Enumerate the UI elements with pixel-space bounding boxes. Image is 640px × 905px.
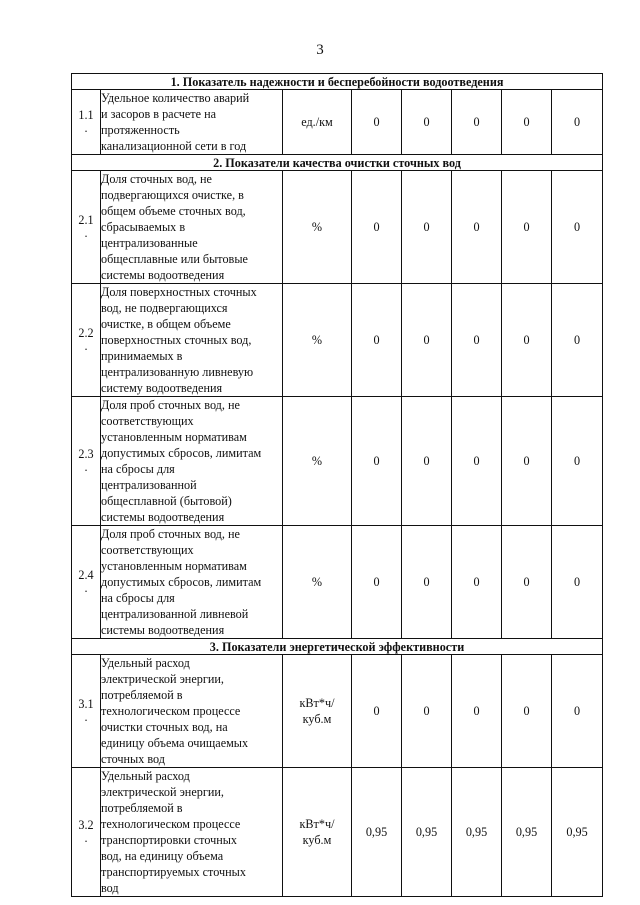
description-line: на сбросы для	[101, 462, 175, 476]
value-cell: 0,95	[552, 768, 603, 897]
section-header-row	[72, 639, 603, 655]
description-line: Удельное количество аварий	[101, 91, 250, 105]
description-line: Удельный расход	[101, 769, 190, 783]
row-number-cell	[72, 171, 101, 284]
description-line: допустимых сбросов, лимитам	[101, 575, 262, 589]
value-cell: 0	[452, 90, 502, 155]
description-line: установленным нормативам	[101, 559, 247, 573]
description-line: общесплавной (бытовой)	[101, 494, 232, 508]
indicator-description	[101, 284, 283, 397]
value-cell: 0	[402, 526, 452, 639]
row-number: 2.2	[78, 326, 94, 340]
description-line: централизованную ливневую	[101, 365, 254, 379]
row-number-dot: .	[84, 121, 88, 135]
row-number-dot: .	[84, 460, 88, 474]
value-cell: 0	[352, 655, 402, 768]
table-row	[72, 526, 603, 639]
row-number-cell	[72, 284, 101, 397]
table-row	[72, 171, 603, 284]
value-cell: 0	[402, 90, 452, 155]
description-line: систему водоотведения	[101, 381, 223, 395]
description-line: централизованные	[101, 236, 198, 250]
value-cell: 0	[502, 397, 552, 526]
row-number-dot: .	[84, 226, 88, 240]
unit-cell	[283, 171, 352, 284]
value-cell: 0	[352, 171, 402, 284]
unit-text: куб.м	[302, 833, 332, 847]
description-line: единицу объема очищаемых	[101, 736, 249, 750]
description-line: принимаемых в	[101, 349, 183, 363]
value-cell: 0,95	[502, 768, 552, 897]
value-cell: 0	[502, 284, 552, 397]
description-line: системы водоотведения	[101, 510, 225, 524]
table-row	[72, 397, 603, 526]
value-cell: 0	[502, 90, 552, 155]
description-line: сточных вод	[101, 752, 165, 766]
description-line: сбрасываемых в	[101, 220, 186, 234]
description-line: допустимых сбросов, лимитам	[101, 446, 262, 460]
description-line: общесплавные или бытовые	[101, 252, 248, 266]
description-line: Доля сточных вод, не	[101, 172, 212, 186]
unit-cell	[283, 655, 352, 768]
row-number: 3.2	[78, 818, 94, 832]
description-line: очистки сточных вод, на	[101, 720, 228, 734]
indicator-description	[101, 397, 283, 526]
unit-text: кВт*ч/	[299, 817, 335, 831]
value-cell: 0	[552, 397, 603, 526]
row-number: 2.1	[78, 213, 94, 227]
unit-text: кВт*ч/	[299, 696, 335, 710]
description-line: технологическом процессе	[101, 817, 241, 831]
description-line: вод	[101, 881, 119, 895]
row-number-dot: .	[84, 581, 88, 595]
row-number-cell	[72, 768, 101, 897]
row-number-cell	[72, 526, 101, 639]
unit-text: %	[311, 333, 323, 347]
description-line: централизованной	[101, 478, 197, 492]
value-cell: 0	[452, 284, 502, 397]
row-number-dot: .	[84, 710, 88, 724]
description-line: Доля проб сточных вод, не	[101, 527, 240, 541]
unit-text: %	[311, 575, 323, 589]
unit-text: ед./км	[301, 115, 333, 129]
value-cell: 0	[452, 526, 502, 639]
row-number-cell	[72, 90, 101, 155]
description-line: общем объеме сточных вод,	[101, 204, 246, 218]
description-line: и засоров в расчете на	[101, 107, 217, 121]
unit-cell	[283, 768, 352, 897]
description-line: Доля проб сточных вод, не	[101, 398, 240, 412]
description-line: системы водоотведения	[101, 268, 225, 282]
value-cell: 0	[552, 284, 603, 397]
value-cell: 0	[352, 90, 402, 155]
value-cell: 0	[552, 171, 603, 284]
value-cell: 0	[552, 90, 603, 155]
unit-cell	[283, 526, 352, 639]
value-cell: 0	[452, 171, 502, 284]
page-number: 3	[316, 42, 324, 58]
unit-text: %	[311, 454, 323, 468]
table-row	[72, 655, 603, 768]
indicator-description	[101, 171, 283, 284]
description-line: установленным нормативам	[101, 430, 247, 444]
value-cell: 0	[552, 526, 603, 639]
value-cell: 0	[402, 284, 452, 397]
row-number: 1.1	[78, 108, 94, 122]
unit-cell	[283, 284, 352, 397]
description-line: вод, не подвергающихся	[101, 301, 228, 315]
row-number-cell	[72, 655, 101, 768]
value-cell: 0	[552, 655, 603, 768]
unit-cell	[283, 90, 352, 155]
value-cell: 0	[352, 284, 402, 397]
description-line: транспортировки сточных	[101, 833, 238, 847]
value-cell: 0,95	[402, 768, 452, 897]
description-line: транспортируемых сточных	[101, 865, 246, 879]
indicators-table	[71, 73, 603, 897]
value-cell: 0	[502, 655, 552, 768]
description-line: протяженность	[101, 123, 180, 137]
description-line: потребляемой в	[101, 688, 183, 702]
table-row	[72, 90, 603, 155]
row-number: 2.4	[78, 568, 94, 582]
value-cell: 0	[502, 526, 552, 639]
indicator-description	[101, 90, 283, 155]
section-title: 2. Показатели качества очистки сточных вод	[72, 155, 603, 171]
section-title: 3. Показатели энергетической эффективности	[72, 639, 603, 655]
description-line: на сбросы для	[101, 591, 175, 605]
unit-text: куб.м	[302, 712, 332, 726]
description-line: поверхностных сточных вод,	[101, 333, 252, 347]
section-header-row	[72, 74, 603, 90]
indicator-description	[101, 526, 283, 639]
description-line: Удельный расход	[101, 656, 190, 670]
value-cell: 0,95	[452, 768, 502, 897]
table-row	[72, 768, 603, 897]
section-title: 1. Показатель надежности и бесперебойности водоотведения	[72, 74, 603, 90]
row-number: 2.3	[78, 447, 94, 461]
value-cell: 0,95	[352, 768, 402, 897]
value-cell: 0	[402, 655, 452, 768]
value-cell: 0	[452, 655, 502, 768]
row-number-cell	[72, 397, 101, 526]
value-cell: 0	[452, 397, 502, 526]
description-line: подвергающихся очистке, в	[101, 188, 244, 202]
description-line: потребляемой в	[101, 801, 183, 815]
description-line: системы водоотведения	[101, 623, 225, 637]
section-header-row	[72, 155, 603, 171]
description-line: очистке, в общем объеме	[101, 317, 231, 331]
value-cell: 0	[502, 171, 552, 284]
value-cell: 0	[352, 526, 402, 639]
description-line: централизованной ливневой	[101, 607, 249, 621]
description-line: Доля поверхностных сточных	[101, 285, 257, 299]
description-line: соответствующих	[101, 543, 194, 557]
description-line: электрической энергии,	[101, 785, 224, 799]
value-cell: 0	[352, 397, 402, 526]
unit-text: %	[311, 220, 323, 234]
description-line: технологическом процессе	[101, 704, 241, 718]
row-number-dot: .	[84, 831, 88, 845]
row-number: 3.1	[78, 697, 94, 711]
description-line: электрической энергии,	[101, 672, 224, 686]
description-line: вод, на единицу объема	[101, 849, 224, 863]
description-line: соответствующих	[101, 414, 194, 428]
indicator-description	[101, 655, 283, 768]
unit-cell	[283, 397, 352, 526]
value-cell: 0	[402, 397, 452, 526]
value-cell: 0	[402, 171, 452, 284]
table-row	[72, 284, 603, 397]
indicator-description	[101, 768, 283, 897]
row-number-dot: .	[84, 339, 88, 353]
description-line: канализационной сети в год	[101, 139, 247, 153]
